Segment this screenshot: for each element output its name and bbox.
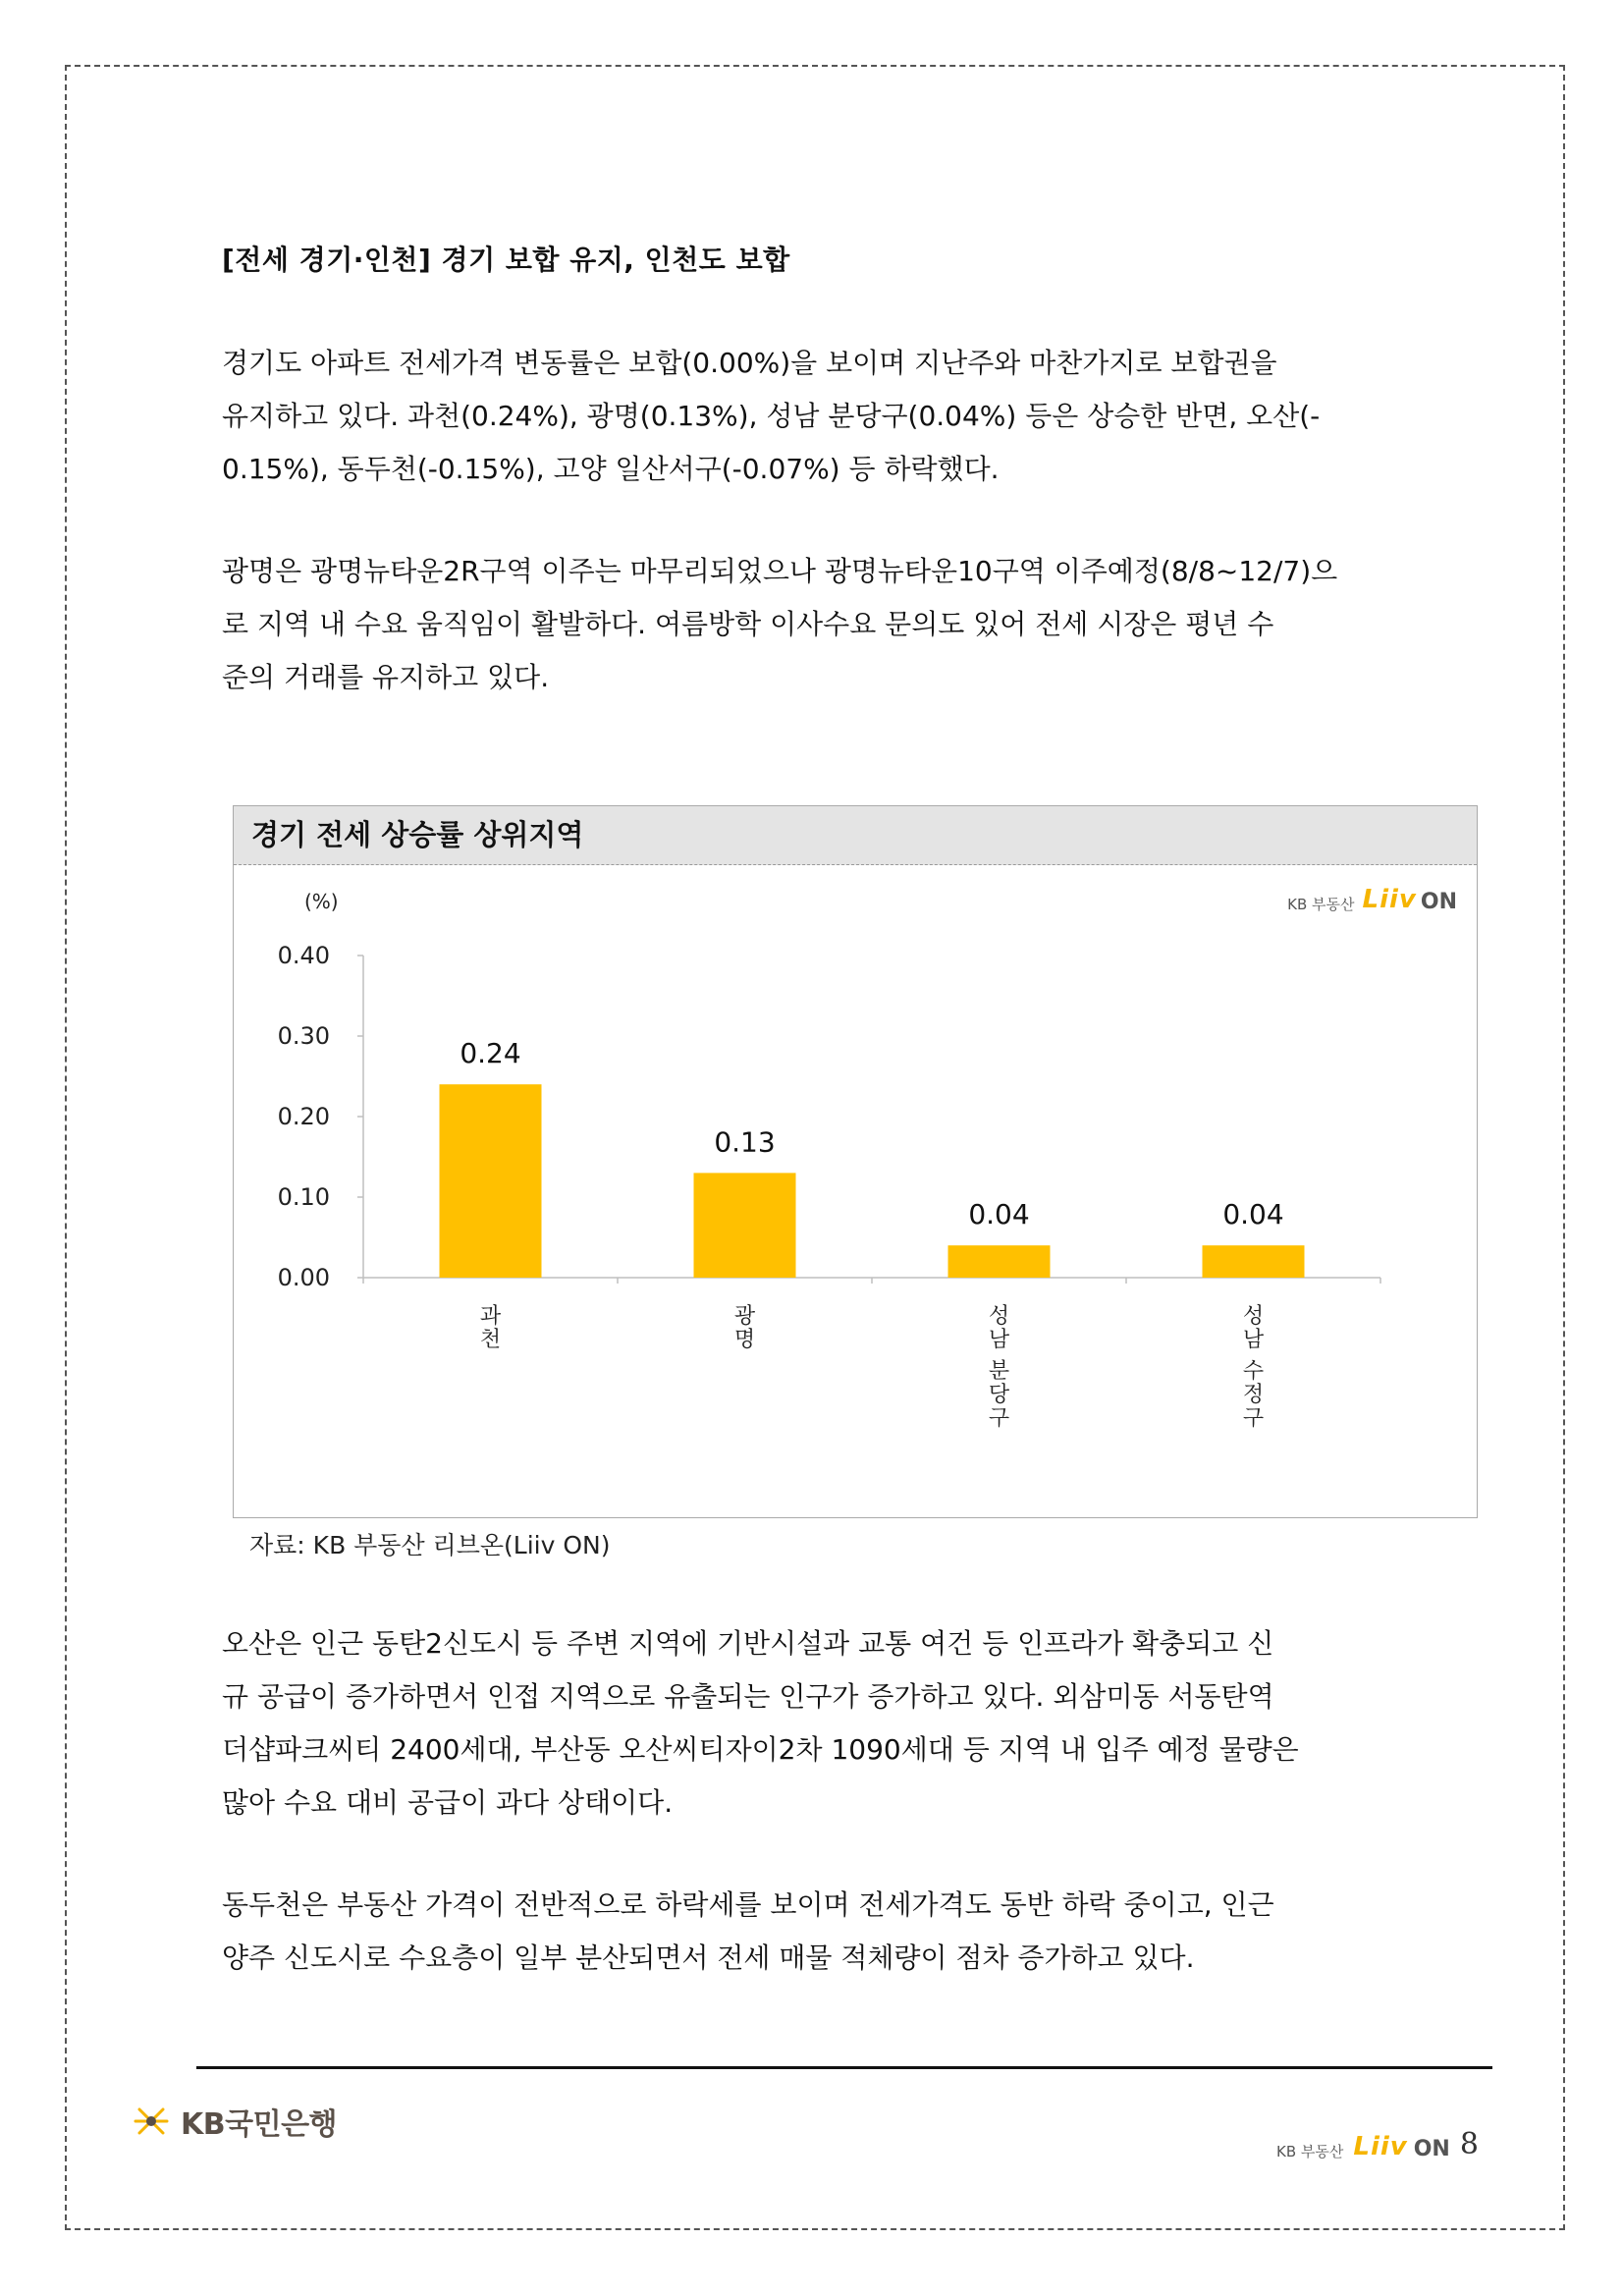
x-tick-label: 성 남 분 당 구 (988, 1304, 1010, 1431)
paragraph-3 (222, 1617, 1483, 1830)
y-tick-label: 0.10 (277, 1183, 330, 1211)
y-tick-label: 0.00 (277, 1264, 330, 1291)
footer-brand-on: ON (1413, 2137, 1450, 2161)
paragraph-line: 로 지역 내 수요 움직임이 활발하다. 여름방학 이사수요 문의도 있어 전세 시장은 평년 수 (222, 608, 1274, 640)
footer-bank-logo (128, 2100, 337, 2143)
bar-value-label: 0.04 (1222, 1198, 1284, 1231)
footer-brand-liiv: Liiv (1353, 2132, 1408, 2161)
chart-box (233, 805, 1478, 1518)
y-tick-label: 0.40 (277, 942, 330, 969)
bar (1203, 1245, 1305, 1278)
bar-chart (234, 865, 1476, 1513)
bar-value-label: 0.04 (968, 1198, 1030, 1231)
paragraph-2 (222, 545, 1483, 704)
paragraph-line: 더샵파크씨티 2400세대, 부산동 오산씨티자이2차 1090세대 등 지역 내 입주 예정 물량은 (222, 1733, 1299, 1766)
paragraph-line: 0.15%), 동두천(-0.15%), 고양 일산서구(-0.07%) 등 하락했다. (222, 453, 1000, 485)
chart-brand-on: ON (1420, 890, 1457, 914)
bar-value-label: 0.24 (460, 1037, 521, 1070)
bar (694, 1173, 796, 1278)
bar (948, 1245, 1051, 1278)
paragraph-4 (222, 1879, 1483, 1985)
bar-value-label: 0.13 (714, 1125, 776, 1159)
chart-brand-small: KB 부동산 (1287, 896, 1355, 913)
bar (440, 1084, 542, 1278)
paragraph-line: 준의 거래를 유지하고 있다. (222, 661, 550, 693)
footer-rule (196, 2066, 1492, 2069)
paragraph-line: 양주 신도시로 수요층이 일부 분산되면서 전세 매물 적체량이 점차 증가하고 있다. (222, 1941, 1195, 1974)
chart-brand-liiv: Liiv (1362, 885, 1417, 914)
paragraph-line: 규 공급이 증가하면서 인접 지역으로 유출되는 인구가 증가하고 있다. 외삼미동 서동탄역 (222, 1680, 1274, 1713)
y-axis-unit-label: (%) (304, 890, 339, 913)
paragraph-1 (222, 337, 1483, 496)
x-tick-label: 성 남 수 정 구 (1242, 1304, 1265, 1431)
paragraph-line: 동두천은 부동산 가격이 전반적으로 하락세를 보이며 전세가격도 동반 하락 중이고, 인근 (222, 1888, 1274, 1921)
footer-brand (1276, 2127, 1479, 2161)
paragraph-line: 경기도 아파트 전세가격 변동률은 보합(0.00%)을 보이며 지난주와 마찬가지로 보합권을 (222, 347, 1277, 379)
page-number: 8 (1459, 2127, 1479, 2161)
x-tick-label: 과 천 (479, 1304, 502, 1352)
paragraph-line: 많아 수요 대비 공급이 과다 상태이다. (222, 1786, 674, 1819)
y-tick-label: 0.20 (277, 1103, 330, 1130)
source-note: 자료: KB 부동산 리브온(Liiv ON) (249, 1531, 611, 1559)
x-tick-label: 광 명 (733, 1304, 756, 1352)
y-tick-label: 0.30 (277, 1022, 330, 1050)
paragraph-line: 오산은 인근 동탄2신도시 등 주변 지역에 기반시설과 교통 여건 등 인프라가 확충되고 신 (222, 1627, 1274, 1660)
paragraph-line: 유지하고 있다. 과천(0.24%), 광명(0.13%), 성남 분당구(0.04%) 등은 상승한 반면, 오산(- (222, 400, 1321, 432)
paragraph-line: 광명은 광명뉴타운2R구역 이주는 마무리되었으나 광명뉴타운10구역 이주예정(8/8~12/7)으 (222, 555, 1338, 587)
footer-bank-name: KB국민은행 (181, 2107, 338, 2142)
footer-brand-small: KB 부동산 (1276, 2143, 1344, 2160)
section-heading: [전세 경기·인천] 경기 보합 유지, 인천도 보합 (222, 244, 790, 276)
chart-title: 경기 전세 상승률 상위지역 (234, 806, 1477, 865)
kb-star-icon (128, 2104, 175, 2139)
